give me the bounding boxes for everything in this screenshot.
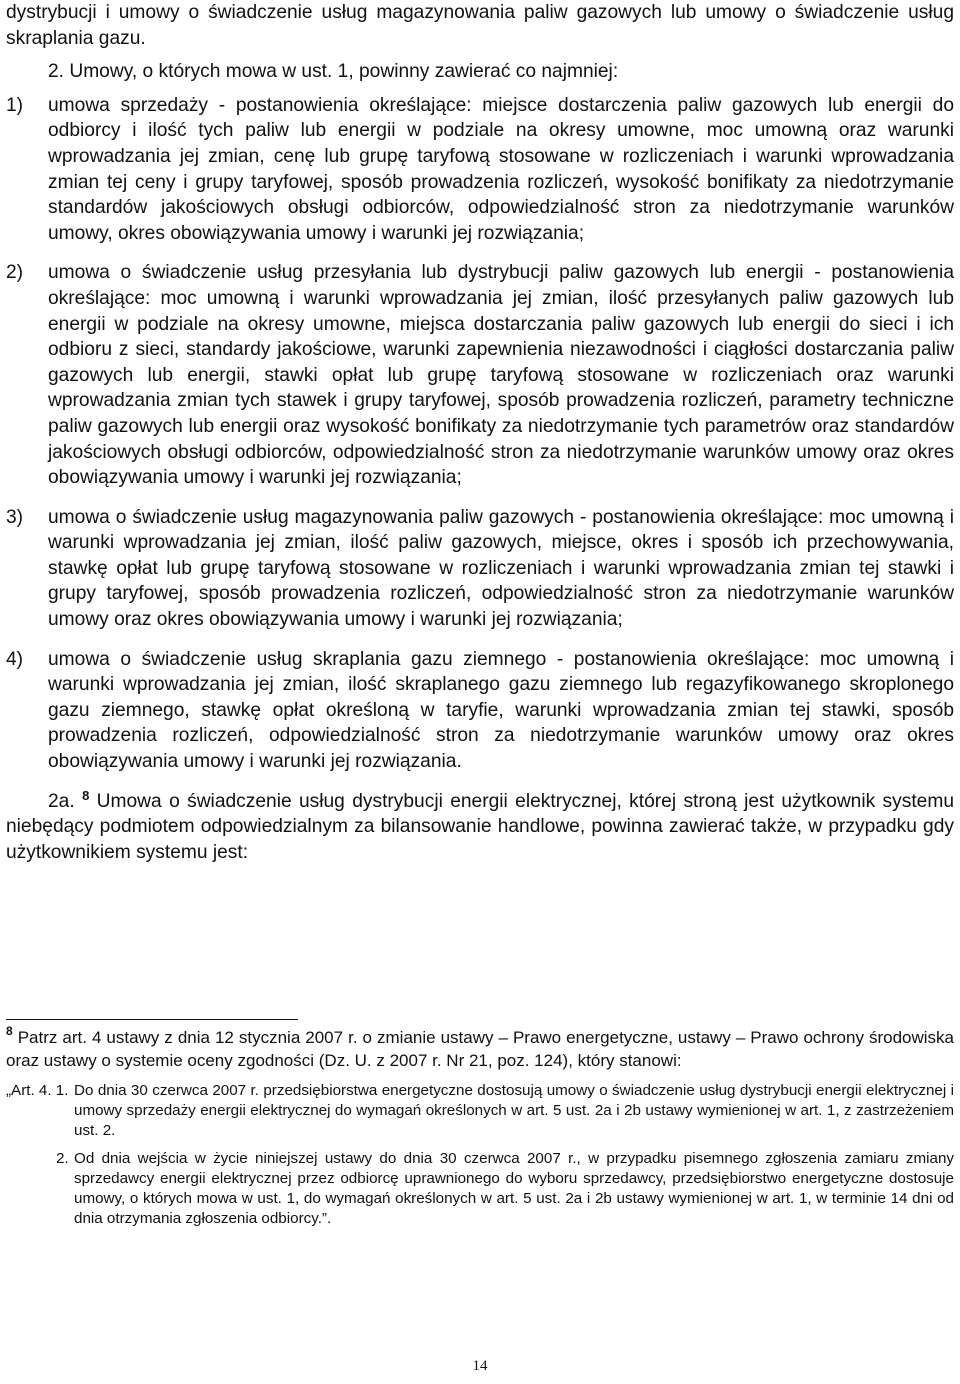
list-item — [0, 505, 960, 633]
footnote-text: Patrz art. 4 ustawy z dnia 12 stycznia 2007 r. o zmianie ustawy – Prawo energetyczne, ustawy – Prawo ochrony środowiska oraz ustawy o systemie oceny zgodności (Dz. U. z 2007 r. Nr 21, poz. 124), który stanowi: — [6, 1028, 954, 1070]
footnote-separator — [6, 1019, 298, 1020]
list-item-text: umowa o świadczenie usług skraplania gazu ziemnego - postanowienia określające: moc umowną i warunki wprowadzania jej zmian, ilość skraplanego gazu ziemnego lub regazyfikowanego skroplonego gazu ziemnego, stawkę opłat określoną w taryfie, warunki wprowadzania zmian tej stawki, sposób prowadzenia rozliczeń, odpowiedzialność stron za niedotrzymanie warunków umowy oraz okres obowiązywania umowy i warunki jej rozwiązania. — [48, 648, 954, 773]
footnote-reference[interactable]: 8 — [82, 787, 90, 803]
list-item-number: 3) — [6, 506, 24, 528]
list-item-text: umowa o świadczenie usług magazynowania paliw gazowych - postanowienia określające: moc umowną i warunki wprowadzania jej zmian, ilość paliw gazowych, miejsce, okres i sposób ich przechowywania, stawkę opłat lub grupę taryfową stosowane w rozliczeniach i warunki wprowadzania zmian tej stawki i grupy taryfowej, sposób prowadzenia rozliczeń, odpowiedzialność stron za niedotrzymanie warunków umowy oraz okres obowiązywania umowy i warunki jej rozwiązania; — [48, 506, 954, 631]
quote-1-lead: „Art. 4. 1. — [6, 1082, 69, 1099]
footnote-8 — [0, 1024, 960, 1072]
paragraph-2a-label: 2a. — [48, 790, 75, 812]
footnote-marker: 8 — [6, 1024, 13, 1038]
list-item — [0, 647, 960, 775]
paragraph-2a-text: Umowa o świadczenie usług dystrybucji energii elektrycznej, której stroną jest użytkownik systemu niebędący podmiotem odpowiedzialnym za bilansowanie handlowe, powinna zawierać także, w przypadku gdy użytkownikiem systemu jest: — [6, 790, 954, 863]
list-item-text: umowa sprzedaży - postanowienia określające: miejsce dostarczenia paliw gazowych lub energii do odbiorcy i ilość tych paliw lub energii w podziale na okresy umowne, moc umowną oraz warunki wprowadzania jej zmian, cenę lub grupę taryfową stosowane w rozliczeniach i warunki wprowadzania zmian tej ceny i grupy taryfowej, sposób prowadzenia rozliczeń, wysokość bonifikaty za niedotrzymanie standardów jakościowych obsługi odbiorców, odpowiedzialność stron za niedotrzymanie warunków umowy, okres obowiązywania umowy i warunki jej rozwiązania; — [48, 94, 954, 244]
list-item — [0, 93, 960, 247]
list-item-number: 4) — [6, 648, 24, 670]
paragraph-2a — [0, 789, 960, 866]
intro-continuation: dystrybucji i umowy o świadczenie usług magazynowania paliw gazowych lub umowy o świadczenie usług skraplania gazu. — [6, 2, 954, 49]
list-item-number: 2) — [6, 262, 24, 284]
footnote-quote-1 — [0, 1081, 960, 1141]
footnote-quote-2 — [0, 1149, 960, 1229]
list-item — [0, 260, 960, 490]
list-item-number: 1) — [6, 94, 24, 116]
page-number: 14 — [472, 1358, 488, 1374]
quote-2-lead: 2. — [56, 1150, 69, 1167]
paragraph-2-lead: 2. Umowy, o których mowa w ust. 1, powinny zawierać co najmniej: — [48, 61, 619, 83]
quote-1-text: Do dnia 30 czerwca 2007 r. przedsiębiorstwa energetyczne dostosują umowy o świadczenie usług dystrybucji energii elektrycznej i umowy sprzedaży energii elektrycznej do wymagań określonych w art. 5 ust. 2a i 2b ustawy wymienionej w art. 1, z zastrzeżeniem ust. 2. — [74, 1082, 954, 1139]
quote-2-text: Od dnia wejścia w życie niniejszej ustawy do dnia 30 czerwca 2007 r., w przypadku pisemnego zgłoszenia zamiaru zmiany sprzedawcy energii elektrycznej przez odbiorcę uprawnionego do wyboru sprzedawcy, przedsiębiorstwo energetyczne dostosuje umowy, o których mowa w ust. 1, do wymagań określonych w art. 5 ust. 2a i 2b ustawy wymienionej w art. 1, w terminie 14 dni od dnia otrzymania zgłoszenia odbiorcy.”. — [74, 1150, 954, 1227]
footnote-section — [0, 1024, 960, 1229]
list-item-text: umowa o świadczenie usług przesyłania lub dystrybucji paliw gazowych lub energii - postanowienia określające: moc umowną i warunki wprowadzania jej zmian, ilość przesyłanych paliw gazowych lub energii w podziale na okresy umowne, miejsca dostarczania paliw gazowych lub energii do sieci i ich odbioru z sieci, standardy jakościowe, warunki zapewnienia niezawodności i ciągłości dostarczania paliw gazowych lub energii, stawki opłat lub grupę taryfową stosowane w rozliczeniach oraz warunki wprowadzania zmian tych stawek i grupy taryfowej, sposób prowadzenia rozliczeń, parametry techniczne paliw gazowych lub energii oraz wysokość bonifikaty za niedotrzymanie tych parametrów oraz standardów jakościowych obsługi odbiorców, odpowiedzialność stron za niedotrzymanie warunków umowy oraz okres obowiązywania umowy i warunki jej rozwiązania; — [48, 262, 954, 489]
